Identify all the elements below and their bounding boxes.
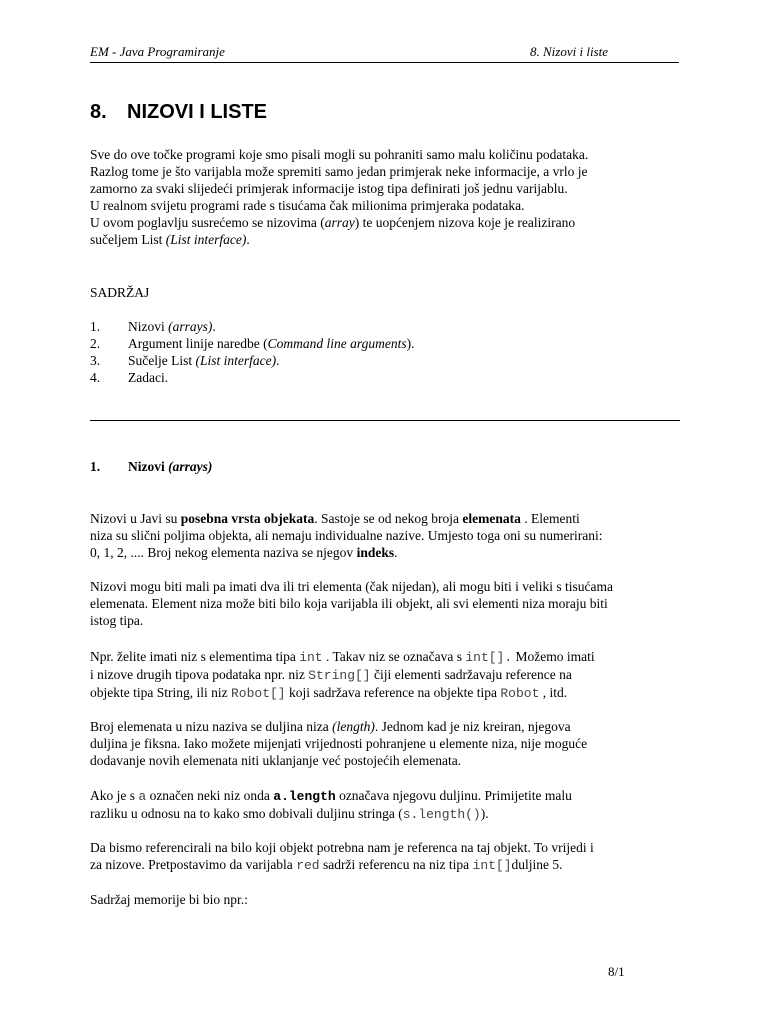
paragraph-line: Da bismo referencirali na bilo koji objekt potrebna nam je referenca na taj objekt. To vrijedi i xyxy=(90,840,594,855)
code-int: int xyxy=(299,650,323,665)
paragraph-memory: Sadržaj memorije bi bio npr.: xyxy=(90,892,248,907)
paragraph-line: 0, 1, 2, .... Broj nekog elementa naziva se njegov indeks. xyxy=(90,545,398,560)
paragraph-array-length xyxy=(90,718,680,769)
paragraph-length-property xyxy=(90,787,680,823)
intro-line: U realnom svijetu programi rade s tisućama čak milionima primjeraka podataka. xyxy=(90,198,525,213)
toc-item-text: Zadaci. xyxy=(128,370,169,385)
toc-heading: SADRŽAJ xyxy=(90,285,150,300)
toc-item-text: Argument linije naredbe (Command line arguments). xyxy=(128,336,415,351)
section-divider xyxy=(90,420,680,421)
intro-text: U ovom poglavlju susrećemo se nizovima ( xyxy=(90,215,325,230)
intro-line: Razlog tome je što varijabla može spremiti samo jedan primjerak neke informacije, a vrlo je xyxy=(90,164,588,179)
paragraph-references xyxy=(90,839,680,874)
section-heading xyxy=(90,458,680,475)
toc-item xyxy=(90,318,680,335)
paragraph-line: Broj elemenata u nizu naziva se duljina niza (length). Jednom kad je niz kreiran, njegova xyxy=(90,719,571,734)
paragraph-line: Nizovi u Javi su posebna vrsta objekata. Sastoje se od nekog broja elemenata . Elementi xyxy=(90,511,580,526)
paragraph-line: Ako je s a označen neki niz onda a.length označava njegovu duljinu. Primijetite malu xyxy=(90,788,572,804)
intro-text: ) te uopćenjem nizova koje je realizirano xyxy=(354,215,576,230)
paragraph-array-types xyxy=(90,648,680,702)
code-a-length: a.length xyxy=(273,789,336,804)
code-red: red xyxy=(296,858,320,873)
running-header xyxy=(90,43,679,63)
toc-item xyxy=(90,369,680,386)
code-s-length: s.length() xyxy=(402,807,481,822)
intro-line: zamorno za svaki slijedeći primjerak informacije istog tipa definirati još jednu varijablu. xyxy=(90,181,568,196)
section-number: 1. xyxy=(90,459,101,474)
paragraph-line: duljina je fiksna. Iako možete mijenjati vrijednosti pohranjene u elemente niza, nije moguće xyxy=(90,736,588,751)
code-int-array: int[]. xyxy=(465,650,513,665)
chapter-number: 8. xyxy=(90,101,107,123)
intro-paragraph xyxy=(90,146,680,248)
intro-text: . xyxy=(246,232,250,247)
intro-text: sučeljem List xyxy=(90,232,166,247)
section-title: Nizovi xyxy=(128,459,169,474)
paragraph-arrays-intro xyxy=(90,510,680,561)
toc-item xyxy=(90,335,680,352)
paragraph-line: dodavanje novih elemenata niti uklanjanje već postojećih elemenata. xyxy=(90,753,462,768)
chapter-title xyxy=(90,100,680,124)
intro-line xyxy=(90,231,680,248)
paragraph-line: za nizove. Pretpostavimo da varijabla red sadrži referencu na niz tipa int[]duljine 5. xyxy=(90,857,563,873)
paragraph-line: istog tipa. xyxy=(90,613,144,628)
header-book-title: EM - Java Programiranje xyxy=(90,44,225,59)
toc-item-text: Sučelje List (List interface). xyxy=(128,353,280,368)
paragraph-line: razliku u odnosu na to kako smo dobivali duljinu stringa (s.length()). xyxy=(90,806,489,822)
header-chapter-title: 8. Nizovi i liste xyxy=(530,44,608,59)
paragraph-line: objekte tipa String, ili niz Robot[] koji sadržava reference na objekte tipa Robot , itd. xyxy=(90,685,568,701)
chapter-title-text: NIZOVI I LISTE xyxy=(127,101,268,123)
paragraph-line: Nizovi mogu biti mali pa imati dva ili tri elementa (čak nijedan), ali mogu biti i veliki s tisućama xyxy=(90,579,613,594)
paragraph-line: Npr. želite imati niz s elementima tipa int . Takav niz se označava s int[]. Možemo imati xyxy=(90,649,595,665)
paragraph-line: niza su slični poljima objekta, ali nemaju individualne nazive. Umjesto toga oni su numerirani: xyxy=(90,528,603,543)
section-title-italic: (arrays) xyxy=(168,459,213,474)
toc-list xyxy=(90,318,680,386)
paragraph-line: i nizove drugih tipova podataka npr. niz String[] čiji elementi sadržavaju reference na xyxy=(90,667,572,683)
page-number: 8/1 xyxy=(608,964,625,979)
toc-item-number: 3. xyxy=(90,353,101,368)
intro-line xyxy=(90,214,680,231)
code-a: a xyxy=(138,789,147,804)
paragraph-array-size xyxy=(90,578,680,629)
toc-item xyxy=(90,352,680,369)
toc-item-number: 4. xyxy=(90,370,101,385)
intro-line: Sve do ove točke programi koje smo pisali mogli su pohraniti samo malu količinu podataka. xyxy=(90,147,589,162)
code-robot: Robot xyxy=(500,686,540,701)
code-int-array: int[] xyxy=(472,858,512,873)
intro-italic: (List interface) xyxy=(165,232,247,247)
toc-item-number: 2. xyxy=(90,336,101,351)
code-string-array: String[] xyxy=(308,668,371,683)
toc-item-text: Nizovi (arrays). xyxy=(128,319,216,334)
paragraph-line: elemenata. Element niza može biti bilo koja varijabla ili objekt, ali svi elementi niza moraju biti xyxy=(90,596,608,611)
toc-item-number: 1. xyxy=(90,319,101,334)
intro-italic: array xyxy=(324,215,355,230)
code-robot-array: Robot[] xyxy=(230,686,286,701)
